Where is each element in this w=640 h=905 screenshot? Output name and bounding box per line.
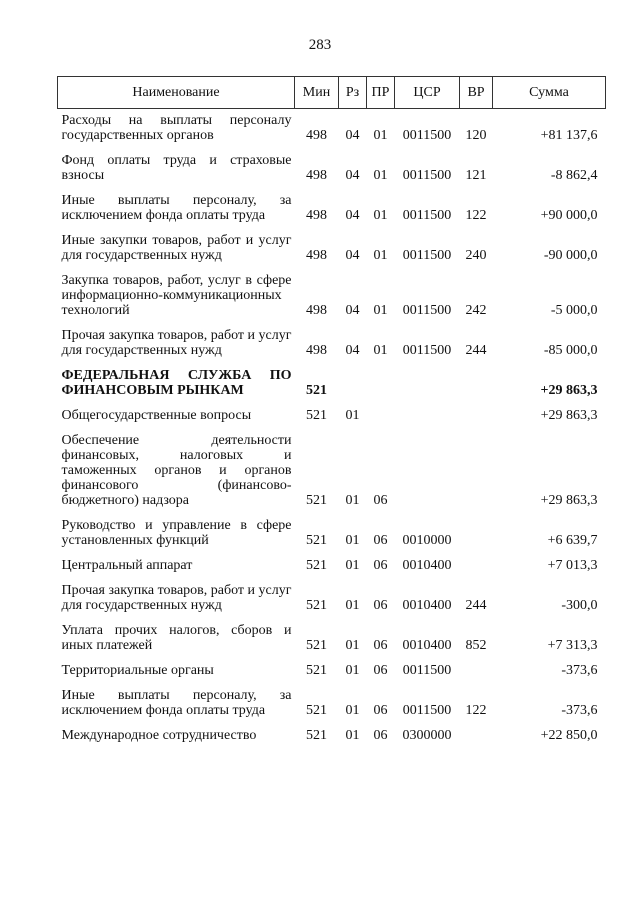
table-row <box>58 554 606 579</box>
cell-vr <box>460 659 493 684</box>
cell-vr: 242 <box>465 303 487 318</box>
cell-min: 521 <box>306 493 327 508</box>
cell-csr: 0011500 <box>402 208 452 223</box>
cell-pr: 01 <box>373 168 388 183</box>
cell-csr: 0010400 <box>402 638 452 653</box>
cell-sum: +29 863,3 <box>540 408 598 423</box>
cell-vr <box>460 514 493 554</box>
cell-name: Прочая закупка товаров, работ и услуг для государственных нужд <box>61 328 292 358</box>
cell-pr: 01 <box>373 248 388 263</box>
cell-sum: -373,6 <box>561 703 598 718</box>
table-body <box>58 109 606 750</box>
cell-vr <box>460 554 493 579</box>
cell-min: 521 <box>306 703 327 718</box>
cell-rz <box>339 364 367 404</box>
cell-csr: 0300000 <box>402 728 452 743</box>
cell-name: Закупка товаров, работ, услуг в сфере информационно-коммуникационных технологий <box>61 273 292 318</box>
table-row <box>58 109 606 150</box>
cell-vr: 244 <box>465 343 487 358</box>
header-csr: ЦСР <box>395 77 460 109</box>
cell-min: 498 <box>306 343 327 358</box>
cell-pr: 06 <box>373 533 388 548</box>
cell-csr: 0011500 <box>402 128 452 143</box>
cell-pr: 06 <box>373 493 388 508</box>
cell-name: Прочая закупка товаров, работ и услуг для государственных нужд <box>61 583 292 613</box>
cell-pr: 01 <box>373 343 388 358</box>
cell-vr: 121 <box>465 168 487 183</box>
cell-rz: 01 <box>345 493 360 508</box>
cell-name: Руководство и управление в сфере установленных функций <box>61 518 292 548</box>
cell-sum: +22 850,0 <box>540 728 598 743</box>
cell-pr: 06 <box>373 703 388 718</box>
cell-csr <box>395 429 460 514</box>
table-row <box>58 404 606 429</box>
cell-csr: 0011500 <box>402 303 452 318</box>
cell-pr <box>367 364 395 404</box>
cell-csr: 0010400 <box>402 558 452 573</box>
cell-rz: 04 <box>345 303 360 318</box>
cell-min: 521 <box>306 558 327 573</box>
table-row <box>58 364 606 404</box>
table-row <box>58 429 606 514</box>
cell-pr: 06 <box>373 598 388 613</box>
cell-vr: 122 <box>465 208 487 223</box>
cell-name: Центральный аппарат <box>61 558 193 573</box>
cell-sum: +90 000,0 <box>540 208 598 223</box>
cell-vr: 120 <box>465 128 487 143</box>
cell-pr <box>367 404 395 429</box>
cell-csr: 0010400 <box>402 598 452 613</box>
cell-pr: 06 <box>373 663 388 678</box>
cell-sum: +29 863,3 <box>540 493 598 508</box>
cell-name: Обеспечение деятельности финансовых, налоговых и таможенных органов и органов финансового (финансово-бюджетного) надзора <box>61 433 292 508</box>
header-pr: ПР <box>367 77 395 109</box>
header-name: Наименование <box>58 77 295 109</box>
cell-csr: 0011500 <box>402 703 452 718</box>
table-row <box>58 579 606 619</box>
cell-csr <box>395 404 460 429</box>
cell-vr: 852 <box>465 638 487 653</box>
cell-sum: -8 862,4 <box>550 168 598 183</box>
cell-min: 521 <box>306 598 327 613</box>
page-number: 283 <box>308 37 332 53</box>
table-row <box>58 229 606 269</box>
cell-min: 521 <box>306 408 327 423</box>
table-row <box>58 324 606 364</box>
cell-min: 521 <box>306 383 327 398</box>
cell-min: 521 <box>306 728 327 743</box>
cell-sum: +7 313,3 <box>547 638 598 653</box>
cell-name: Международное сотрудничество <box>61 728 257 743</box>
cell-sum: -90 000,0 <box>543 248 598 263</box>
cell-sum: -85 000,0 <box>543 343 598 358</box>
table-row <box>58 189 606 229</box>
table-row <box>58 619 606 659</box>
cell-name: Иные выплаты персоналу, за исключением фонда оплаты труда <box>61 688 292 718</box>
cell-sum: -5 000,0 <box>550 303 598 318</box>
cell-rz: 01 <box>345 703 360 718</box>
cell-rz: 04 <box>345 128 360 143</box>
cell-rz: 01 <box>345 728 360 743</box>
cell-rz: 04 <box>345 343 360 358</box>
cell-pr: 01 <box>373 208 388 223</box>
cell-vr <box>460 429 493 514</box>
cell-rz: 01 <box>345 638 360 653</box>
cell-pr: 06 <box>373 638 388 653</box>
cell-vr: 240 <box>465 248 487 263</box>
cell-name: Расходы на выплаты персоналу государственных органов <box>61 113 292 143</box>
cell-pr: 06 <box>373 728 388 743</box>
cell-name: ФЕДЕРАЛЬНАЯ СЛУЖБА ПО ФИНАНСОВЫМ РЫНКАМ <box>61 368 292 398</box>
cell-min: 498 <box>306 208 327 223</box>
table-row <box>58 684 606 724</box>
cell-rz: 01 <box>345 663 360 678</box>
cell-sum: +29 863,3 <box>540 383 598 398</box>
cell-name: Иные выплаты персоналу, за исключением фонда оплаты труда <box>61 193 292 223</box>
cell-sum: +7 013,3 <box>547 558 598 573</box>
cell-name: Территориальные органы <box>61 663 214 678</box>
cell-rz: 04 <box>345 168 360 183</box>
cell-min: 498 <box>306 168 327 183</box>
cell-sum: +81 137,6 <box>540 128 598 143</box>
cell-rz: 04 <box>345 248 360 263</box>
cell-name: Общегосударственные вопросы <box>61 408 252 423</box>
cell-csr: 0011500 <box>402 343 452 358</box>
cell-rz: 01 <box>345 598 360 613</box>
cell-csr: 0011500 <box>402 248 452 263</box>
cell-vr <box>460 364 493 404</box>
cell-vr: 122 <box>465 703 487 718</box>
cell-min: 498 <box>306 303 327 318</box>
budget-table <box>57 76 606 749</box>
table-header-row <box>58 77 606 109</box>
cell-csr: 0011500 <box>402 168 452 183</box>
cell-rz: 01 <box>345 533 360 548</box>
cell-csr: 0011500 <box>402 663 452 678</box>
header-min: Мин <box>295 77 339 109</box>
cell-csr: 0010000 <box>402 533 452 548</box>
table-row <box>58 149 606 189</box>
cell-pr: 01 <box>373 128 388 143</box>
cell-sum: +6 639,7 <box>547 533 598 548</box>
table-row <box>58 659 606 684</box>
cell-sum: -373,6 <box>561 663 598 678</box>
header-rz: Рз <box>339 77 367 109</box>
cell-vr <box>460 404 493 429</box>
cell-name: Уплата прочих налогов, сборов и иных платежей <box>61 623 292 653</box>
cell-name: Иные закупки товаров, работ и услуг для государственных нужд <box>61 233 292 263</box>
header-sum: Сумма <box>493 77 606 109</box>
cell-csr <box>395 364 460 404</box>
cell-min: 521 <box>306 638 327 653</box>
cell-min: 521 <box>306 533 327 548</box>
cell-rz: 01 <box>345 408 360 423</box>
cell-rz: 01 <box>345 558 360 573</box>
cell-vr <box>460 724 493 749</box>
cell-min: 498 <box>306 128 327 143</box>
table-row <box>58 269 606 324</box>
cell-rz: 04 <box>345 208 360 223</box>
cell-min: 498 <box>306 248 327 263</box>
header-vr: ВР <box>460 77 493 109</box>
table-row <box>58 514 606 554</box>
cell-name: Фонд оплаты труда и страховые взносы <box>61 153 292 183</box>
cell-pr: 06 <box>373 558 388 573</box>
cell-sum: -300,0 <box>561 598 598 613</box>
cell-min: 521 <box>306 663 327 678</box>
cell-vr: 244 <box>465 598 487 613</box>
table-row <box>58 724 606 749</box>
cell-pr: 01 <box>373 303 388 318</box>
